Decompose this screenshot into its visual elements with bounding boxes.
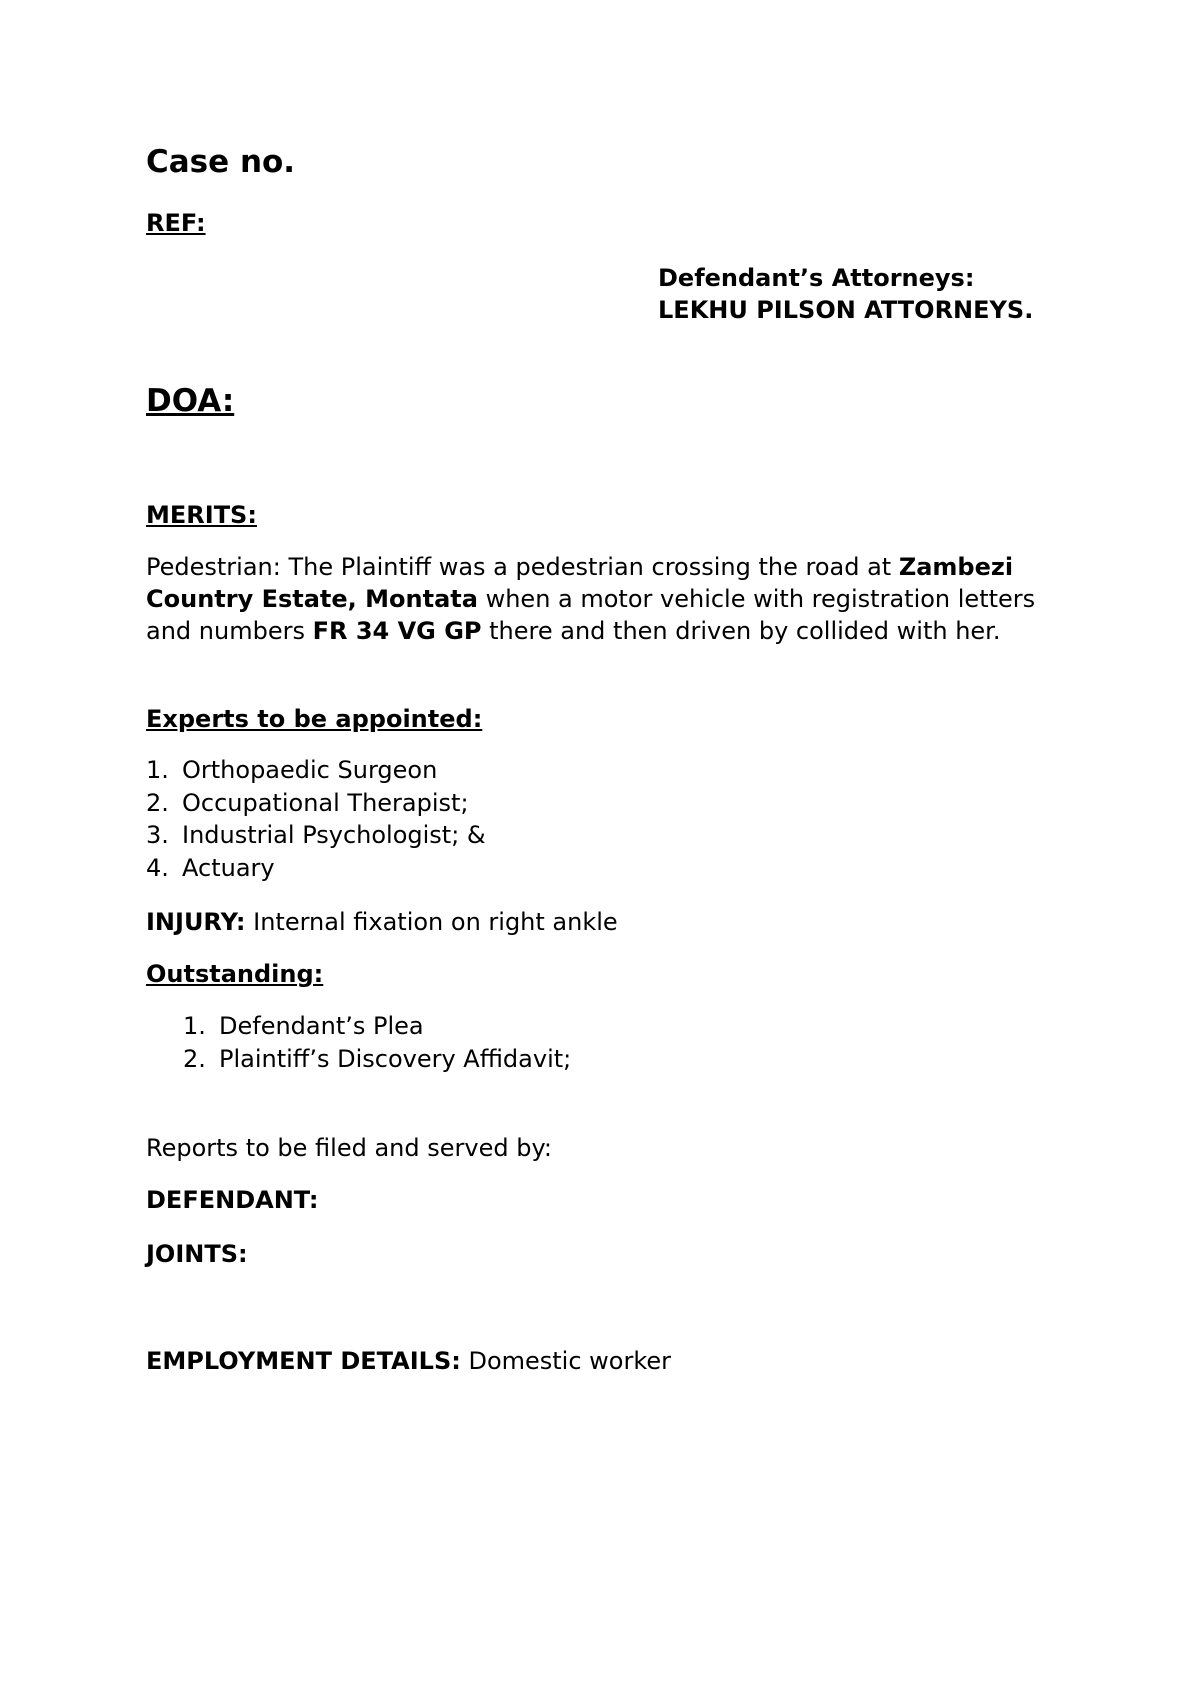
defendant-attorneys-name: LEKHU PILSON ATTORNEYS. xyxy=(658,296,1034,324)
joints-label: JOINTS: xyxy=(146,1240,248,1268)
merits-text-3: there and then driven by collided with her. xyxy=(481,617,1001,645)
list-number: 1. xyxy=(183,1012,206,1040)
reports-text: Reports to be filed and served by: xyxy=(146,1134,552,1162)
defendant-attorneys-block xyxy=(658,262,1033,326)
defendant-label: DEFENDANT: xyxy=(146,1186,319,1214)
employment-value: Domestic worker xyxy=(460,1347,672,1375)
defendant-attorneys-label: Defendant’s Attorneys: xyxy=(658,264,975,292)
ref-label: REF: xyxy=(146,209,206,237)
list-item xyxy=(146,754,486,787)
list-text: Defendant’s Plea xyxy=(219,1012,424,1040)
list-text: Plaintiff’s Discovery Affidavit; xyxy=(219,1044,572,1073)
merits-text-1: Pedestrian: The Plaintiff was a pedestrian crossing the road at xyxy=(146,553,899,581)
doa-label: DOA: xyxy=(146,383,235,419)
merits-paragraph xyxy=(146,551,1086,647)
list-text: Industrial Psychologist; & xyxy=(182,821,486,849)
experts-list xyxy=(146,754,486,884)
injury-label: INJURY: xyxy=(146,908,246,936)
employment-line xyxy=(146,1345,671,1377)
outstanding-list xyxy=(183,1010,571,1075)
experts-heading: Experts to be appointed: xyxy=(146,705,483,733)
list-number: 2. xyxy=(183,1044,206,1073)
list-item xyxy=(183,1043,571,1076)
list-number: 1. xyxy=(146,756,169,784)
list-item xyxy=(146,787,486,820)
merits-text-2: when a motor vehicle with registration letters and numbers xyxy=(146,585,1036,645)
case-number-heading: Case no. xyxy=(146,144,296,180)
list-text: Actuary xyxy=(182,853,275,882)
list-text: Orthopaedic Surgeon xyxy=(182,756,438,784)
list-text: Occupational Therapist; xyxy=(182,788,469,817)
employment-label: EMPLOYMENT DETAILS: xyxy=(146,1347,461,1375)
list-item xyxy=(183,1010,571,1043)
merits-registration: FR 34 VG GP xyxy=(312,617,482,645)
injury-value: Internal fixation on right ankle xyxy=(245,908,618,936)
list-number: 3. xyxy=(146,821,169,849)
injury-line xyxy=(146,906,618,938)
outstanding-heading: Outstanding: xyxy=(146,960,324,988)
list-item xyxy=(146,852,486,885)
merits-heading: MERITS: xyxy=(146,501,257,529)
list-number: 2. xyxy=(146,788,169,817)
list-item xyxy=(146,819,486,852)
list-number: 4. xyxy=(146,853,169,882)
merits-location: Zambezi Country Estate, Montata xyxy=(146,553,1014,613)
